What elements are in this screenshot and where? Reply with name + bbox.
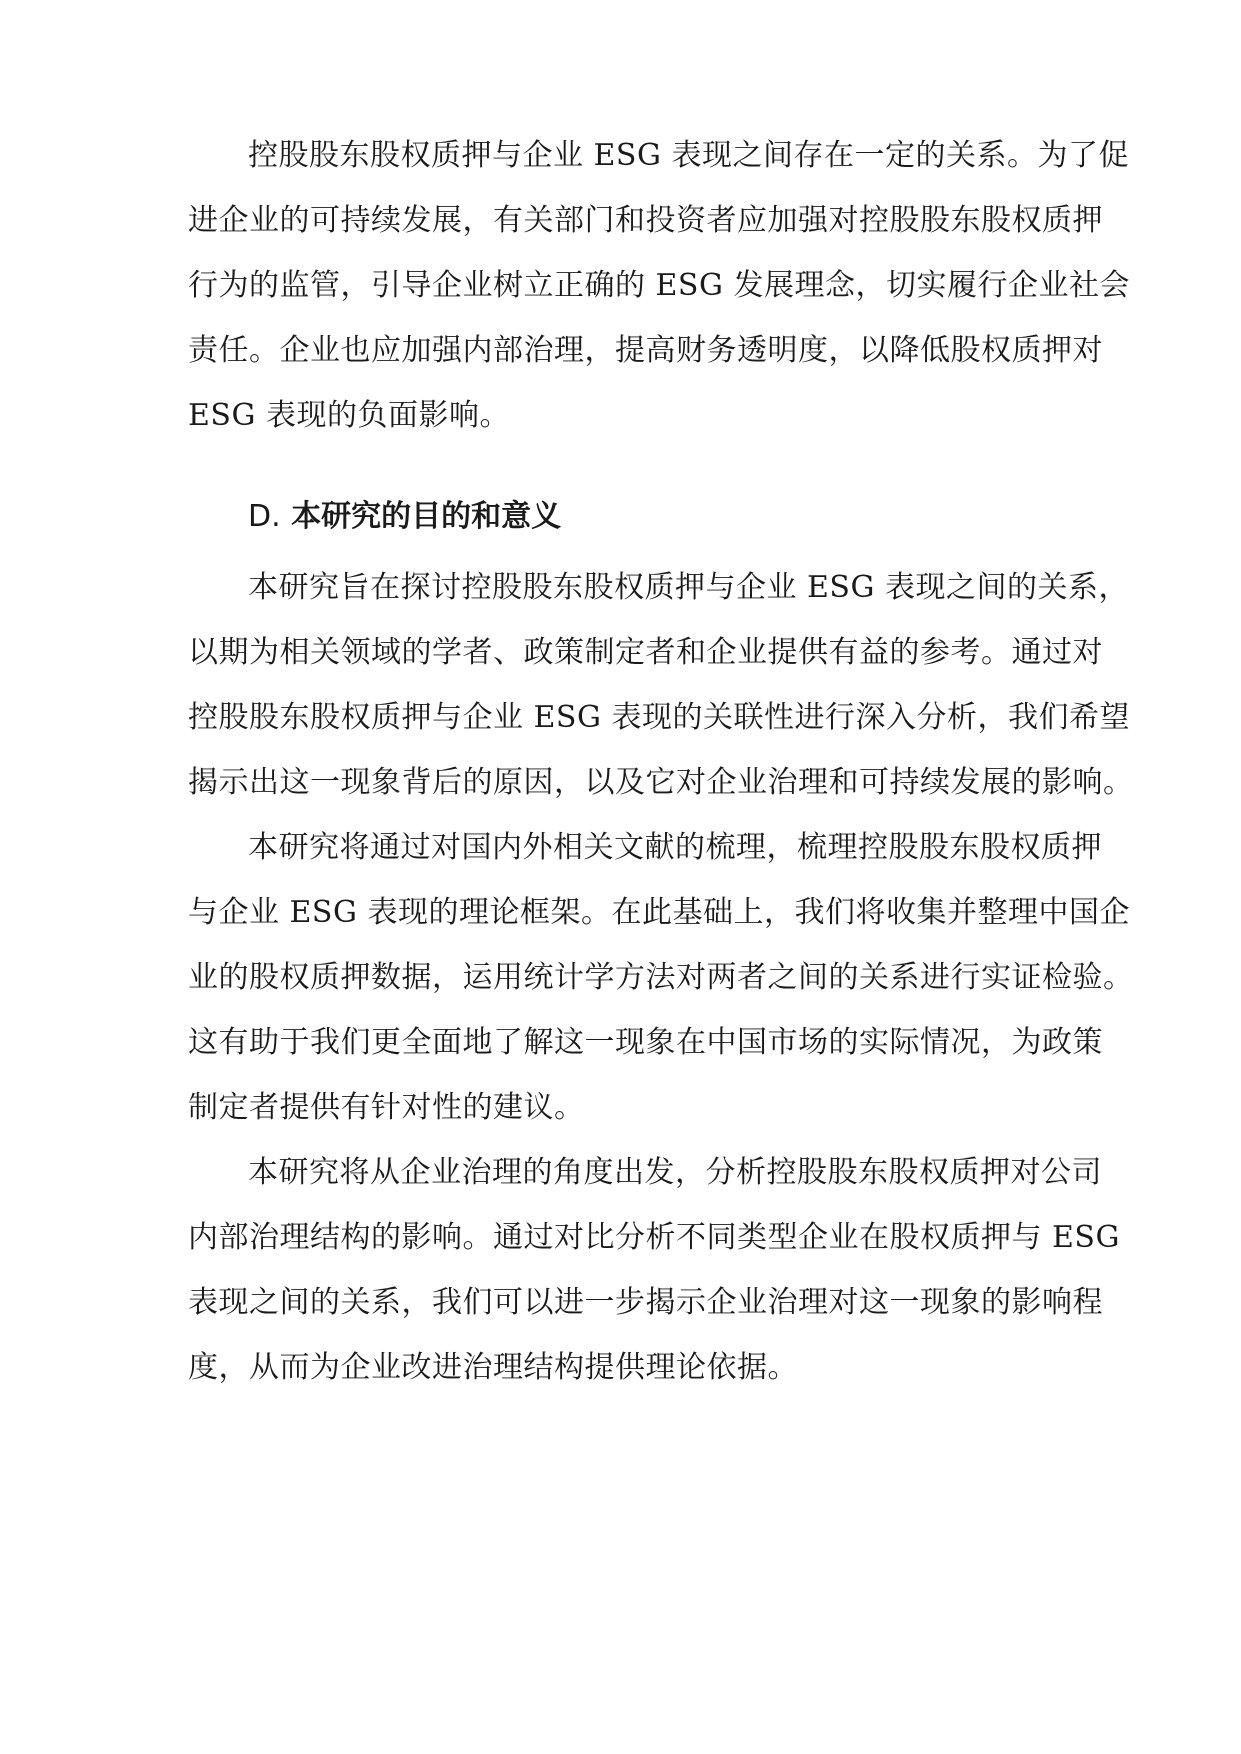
paragraph-line: 本研究将从企业治理的角度出发，分析控股股东股权质押对公司 <box>248 1155 1102 1190</box>
section-heading-title: 本研究的目的和意义 <box>291 499 562 534</box>
paragraph-line: 表现之间的关系，我们可以进一步揭示企业治理对这一现象的影响程 <box>188 1285 1103 1320</box>
paragraph-line: 这有助于我们更全面地了解这一现象在中国市场的实际情况，为政策 <box>188 1025 1103 1060</box>
paragraph-line: 本研究将通过对国内外相关文献的梳理，梳理控股股东股权质押 <box>248 830 1102 865</box>
paragraph-line: 与企业 ESG 表现的理论框架。在此基础上，我们将收集并整理中国企 <box>188 895 1130 930</box>
paragraph-line: 业的股权质押数据，运用统计学方法对两者之间的关系进行实证检验。 <box>188 960 1134 995</box>
paragraph-line: ESG 表现的负面影响。 <box>188 398 510 433</box>
paragraph-line: 以期为相关领域的学者、政策制定者和企业提供有益的参考。通过对 <box>188 635 1103 670</box>
paragraph-line: 进企业的可持续发展，有关部门和投资者应加强对控股股东股权质押 <box>188 203 1103 238</box>
paragraph-line: 制定者提供有针对性的建议。 <box>188 1090 585 1125</box>
paragraph-line: 内部治理结构的影响。通过对比分析不同类型企业在股权质押与 ESG <box>188 1220 1120 1255</box>
paragraph-line: 控股股东股权质押与企业 ESG 表现的关联性进行深入分析，我们希望 <box>188 700 1130 735</box>
paragraph-line: 度，从而为企业改进治理结构提供理论依据。 <box>188 1350 798 1385</box>
paragraph-line: 责任。企业也应加强内部治理，提高财务透明度，以降低股权质押对 <box>188 333 1103 368</box>
paragraph-line: 行为的监管，引导企业树立正确的 ESG 发展理念，切实履行企业社会 <box>188 268 1130 303</box>
section-heading <box>248 497 561 537</box>
paragraph-line: 揭示出这一现象背后的原因，以及它对企业治理和可持续发展的影响。 <box>188 765 1134 800</box>
section-heading-prefix: D. <box>248 499 281 534</box>
paragraph-line: 本研究旨在探讨控股股东股权质押与企业 ESG 表现之间的关系， <box>248 570 1129 605</box>
paragraph-line: 控股股东股权质押与企业 ESG 表现之间存在一定的关系。为了促 <box>248 138 1129 173</box>
